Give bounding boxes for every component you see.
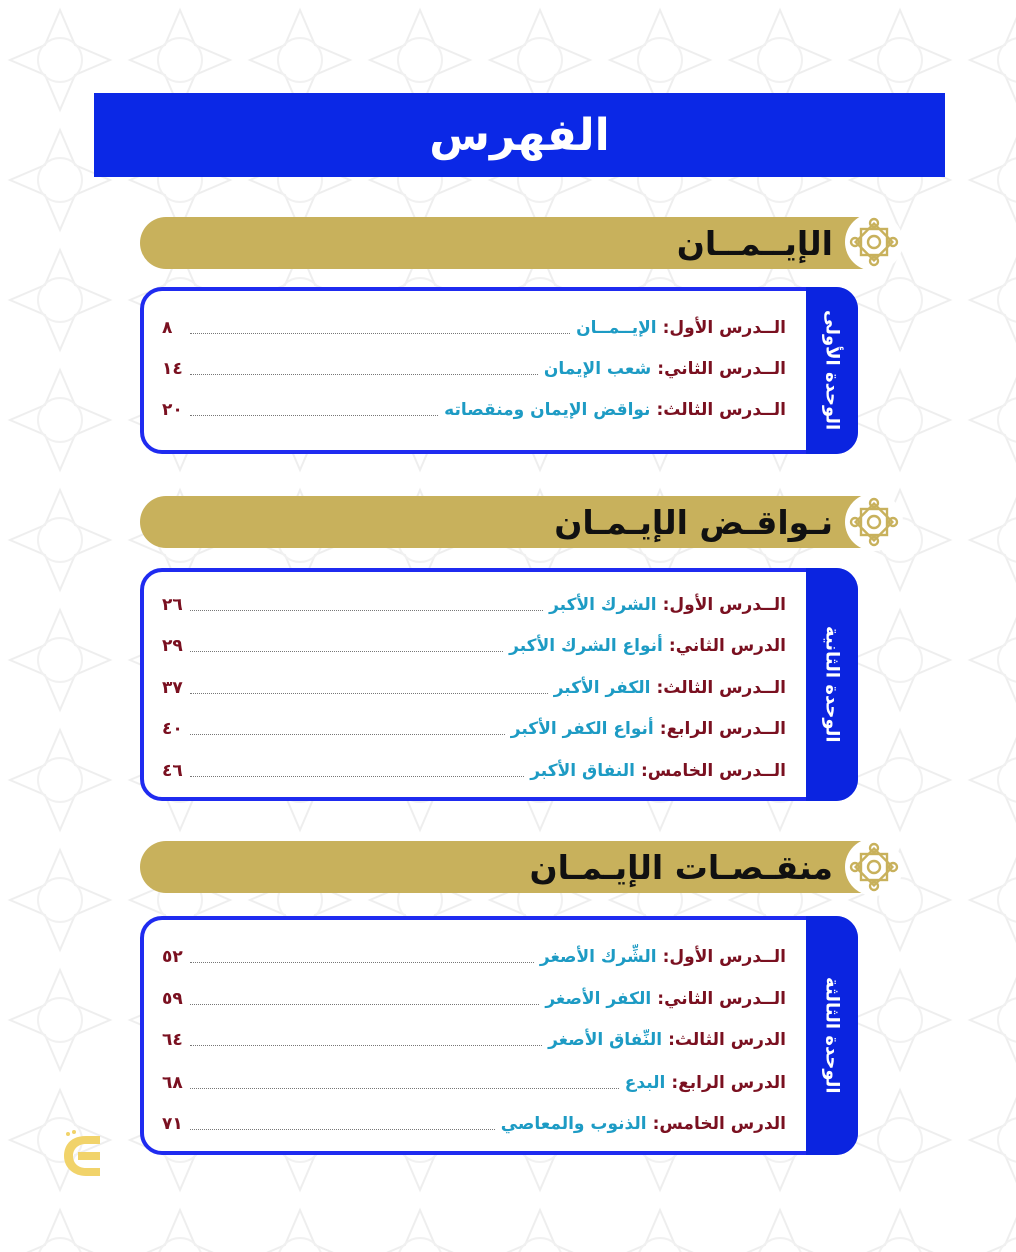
lesson-name: البدع [624,1073,666,1093]
unit-tab [806,916,858,1155]
page-number: ٥٩ [162,989,183,1009]
section-title: الإيــمــان [676,223,833,263]
unit-label: الوحدة الثانية [821,626,843,743]
page-title-text: الفهرس [429,109,610,161]
lesson-row[interactable]: الدرس الرابع : البدع ٦٨ [162,1073,786,1093]
lesson-label: الــدرس الأول [669,947,786,967]
lesson-name: الإيــمــان [576,318,657,338]
lesson-name: شعب الإيمان [543,359,652,379]
lesson-row[interactable]: الــدرس الأول : الشرك الأكبر ٢٦ [162,595,786,615]
lesson-label: الــدرس الخامس [647,761,786,781]
lesson-name: الكفر الأصغر [545,989,652,1009]
leader-dots [190,651,503,652]
lesson-label: الــدرس الرابع [666,719,786,739]
lesson-label: الدرس الثاني [675,636,786,656]
page-number: ٢٩ [162,636,183,656]
lesson-row[interactable]: الدرس الثاني : أنواع الشرك الأكبر ٢٩ [162,636,786,656]
unit-tab [806,287,858,454]
lesson-label: الدرس الثالث [674,1030,786,1050]
leader-dots [190,1004,539,1005]
lesson-name: أنواع الشرك الأكبر [509,636,663,656]
lesson-row[interactable]: الدرس الثالث : النِّفاق الأصغر ٦٤ [162,1030,786,1050]
lesson-row[interactable]: الــدرس الثالث : الكفر الأكبر ٣٧ [162,678,786,698]
lesson-row[interactable]: الــدرس الثالث : نواقض الإيمان ومنقصاته ٢٠ [162,400,786,420]
leader-dots [190,776,524,777]
section-bar-3 [140,841,865,893]
lesson-name: الذنوب والمعاصي [500,1114,647,1134]
page-number: ٦٨ [162,1073,183,1093]
leader-dots [190,1088,619,1089]
lesson-row[interactable]: الــدرس الأول : الشِّرك الأصغر ٥٢ [162,947,786,967]
leader-dots [190,333,570,334]
flower-emblem-icon [845,493,903,551]
lesson-name: نواقض الإيمان ومنقصاته [444,400,651,420]
section-title: منقـصـات الإيـمـان [529,847,833,887]
page-number: ٤٦ [162,761,183,781]
lesson-label: الــدرس الثالث [663,400,786,420]
leader-dots [190,610,543,611]
unit-box-2 [140,568,858,801]
lesson-row[interactable]: الدرس الخامس : الذنوب والمعاصي ٧١ [162,1114,786,1134]
lesson-name: الشِّرك الأصغر [539,947,657,967]
lesson-label: الــدرس الثاني [664,989,786,1009]
lesson-label: الدرس الرابع [678,1073,786,1093]
lesson-label: الــدرس الأول [669,595,786,615]
lesson-row[interactable]: الــدرس الخامس : النفاق الأكبر ٤٦ [162,761,786,781]
publisher-logo-icon [56,1128,108,1182]
unit-tab [806,568,858,801]
page-number: ٢٠ [162,400,183,420]
flower-emblem-icon [845,838,903,896]
page-title [94,93,945,177]
lesson-label: الدرس الخامس [659,1114,786,1134]
page-number: ٧١ [162,1114,183,1134]
page-number: ٦٤ [162,1030,183,1050]
lesson-name: الكفر الأكبر [553,678,651,698]
lesson-name: الشرك الأكبر [549,595,657,615]
section-bar-2 [140,496,865,548]
lesson-row[interactable]: الــدرس الثاني : شعب الإيمان ١٤ [162,359,786,379]
leader-dots [190,1045,542,1046]
page-number: ٨ [162,318,173,338]
unit-label: الوحدة الثالثة [821,977,843,1094]
section-title: نـواقـض الإيـمـان [554,502,833,542]
leader-dots [190,415,438,416]
lesson-name: النفاق الأكبر [530,761,635,781]
lesson-row[interactable]: الــدرس الثاني : الكفر الأصغر ٥٩ [162,989,786,1009]
flower-emblem-icon [845,213,903,271]
leader-dots [190,693,548,694]
lesson-row[interactable]: الــدرس الأول : الإيــمــان ٨ [162,318,786,338]
lesson-label: الــدرس الأول [669,318,786,338]
section-bar-1 [140,217,865,269]
unit-box-3 [140,916,858,1155]
lesson-name: أنواع الكفر الأكبر [510,719,654,739]
leader-dots [190,1129,495,1130]
leader-dots [190,734,505,735]
lesson-name: النِّفاق الأصغر [548,1030,663,1050]
page-number: ١٤ [162,359,183,379]
page-number: ٢٦ [162,595,183,615]
lesson-label: الــدرس الثالث [663,678,786,698]
page-number: ٣٧ [162,678,183,698]
unit-label: الوحدة الأولى [821,310,843,431]
lesson-label: الــدرس الثاني [664,359,786,379]
leader-dots [190,962,534,963]
leader-dots [190,374,538,375]
lesson-row[interactable]: الــدرس الرابع : أنواع الكفر الأكبر ٤٠ [162,719,786,739]
page-number: ٤٠ [162,719,183,739]
page-number: ٥٢ [162,947,183,967]
unit-box-1 [140,287,858,454]
